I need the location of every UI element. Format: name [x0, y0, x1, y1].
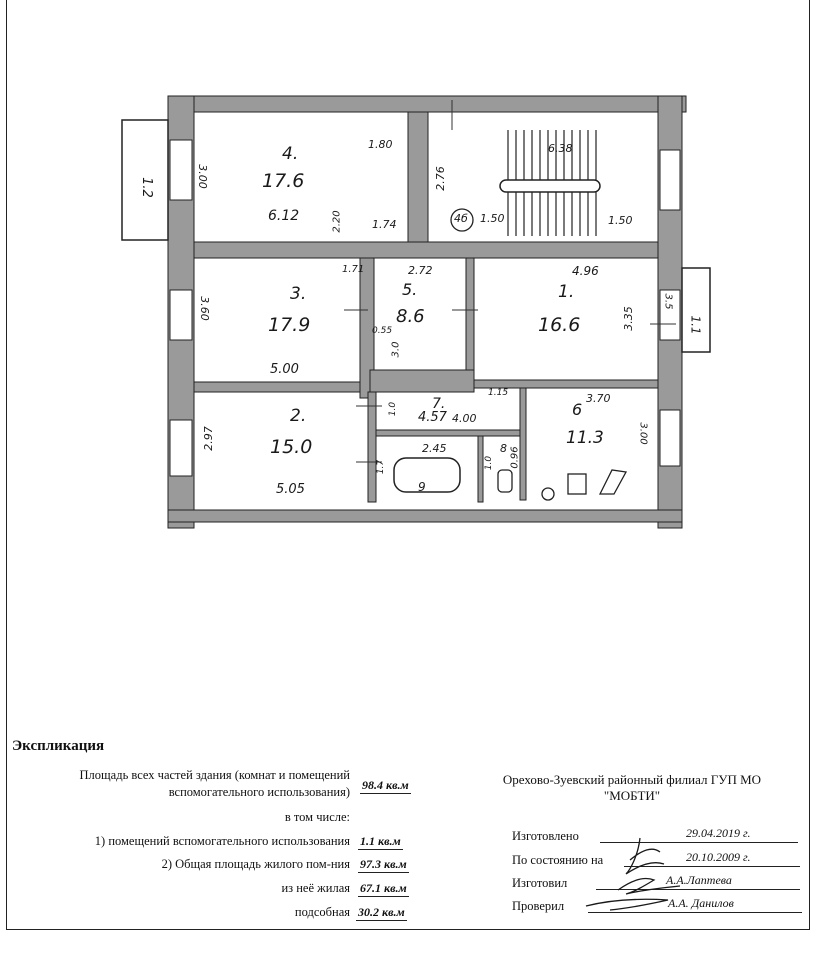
utility-area-value: 30.2 кв.м	[358, 905, 405, 919]
room-5-dim-door: 0.55	[372, 326, 393, 336]
state-label: По состоянию на	[512, 853, 604, 867]
room-8-dim-b: 1.0	[484, 455, 495, 471]
explication-title: Экспликация	[12, 738, 105, 754]
total-area-label-line1: Площадь всех частей здания (комнат и помещений	[79, 768, 350, 782]
signature	[580, 830, 690, 920]
room-8-number: 8	[500, 442, 507, 455]
room-5-dim-top: 2.72	[408, 264, 433, 277]
aux-area-label: 1) помещений вспомогательного использования	[94, 834, 350, 848]
checked-label: Проверил	[512, 899, 565, 913]
balcony-right-area: 1.1	[688, 315, 703, 335]
stair-dim-height: 2.76	[433, 166, 447, 191]
room-4-dim-height: 3.00	[195, 164, 209, 189]
room-4-number: 4.	[282, 144, 299, 164]
room-5-number: 5.	[402, 280, 418, 299]
room-1-dim-balcony: 3.5	[662, 293, 674, 310]
produced-label: Изготовил	[512, 876, 568, 890]
balcony-left-area: 1.2	[138, 177, 154, 198]
room-4-dim-c: 2.20	[331, 210, 343, 233]
frame-bottom	[6, 929, 810, 930]
room-7-dim-b: 4.00	[452, 412, 477, 425]
state-date: 20.10.2009 г.	[686, 850, 751, 864]
aux-area-value: 1.1 кв.м	[360, 834, 401, 848]
room-6-number: 6	[572, 400, 583, 419]
room-2-area: 15.0	[270, 436, 313, 458]
room-7-dim-a: 4.57	[418, 410, 447, 425]
room-2-dim-height: 2.97	[201, 426, 215, 451]
utility-area-label: подсобная	[294, 905, 350, 919]
checked-name: А.А. Данилов	[668, 896, 734, 910]
made-date: 29.04.2019 г.	[686, 826, 751, 840]
organization-name-line1: Орехово-Зуевский районный филиал ГУП МО	[502, 772, 762, 787]
room-1-number: 1.	[558, 282, 575, 302]
room-4-dim-width: 6.12	[268, 208, 300, 224]
room-9-dim-side: 1.7	[376, 459, 387, 475]
produced-name: А.А.Лаптева	[666, 873, 732, 887]
room-5-area: 8.6	[396, 306, 425, 327]
room-3-dim-width: 5.00	[270, 362, 299, 377]
room-1-dim-top: 4.96	[572, 264, 599, 278]
room-3-area: 17.9	[268, 314, 311, 336]
room-5-dim-side: 3.0	[390, 341, 402, 358]
stair-dim-left: 1.50	[480, 212, 505, 225]
organization-name-line2: "МОБТИ"	[603, 788, 661, 803]
room-9-dim-top: 2.45	[422, 442, 447, 455]
made-label: Изготовлено	[512, 829, 579, 843]
room-2-dim-width: 5.05	[276, 482, 305, 497]
room-7-dim-d: 1.15	[488, 388, 509, 398]
stair-number: 4б	[454, 212, 468, 225]
room-3-dim-height: 3.60	[197, 296, 211, 321]
room-2-number: 2.	[290, 406, 307, 426]
room-4-dim-b: 1.74	[372, 218, 397, 231]
stair-dim-right: 1.50	[608, 214, 633, 227]
room-8-dim-a: 0.96	[509, 446, 521, 469]
room-3-dim-a: 1.71	[342, 264, 365, 275]
room-6-dim-side: 3.00	[637, 422, 649, 445]
stair-dim-top: 6.38	[548, 142, 573, 155]
room-9-number: 9	[418, 480, 426, 494]
total-area-value: 98.4 кв.м	[362, 778, 409, 792]
living-area-label: из неё жилая	[281, 881, 350, 895]
total-area-label-line2: вспомогательного использования)	[168, 785, 350, 799]
room-6-area: 11.3	[566, 428, 604, 448]
living-total-value: 97.3 кв.м	[360, 857, 407, 871]
room-3-number: 3.	[290, 284, 307, 304]
living-total-label: 2) Общая площадь жилого пом-ния	[161, 857, 350, 871]
room-1-area: 16.6	[538, 314, 581, 336]
room-7-dim-c: 1.0	[388, 401, 399, 417]
room-4-dim-a: 1.80	[368, 138, 393, 151]
room-1-dim-side: 3.35	[621, 306, 635, 331]
room-7-number: 7.	[432, 396, 446, 412]
including-label: в том числе:	[284, 810, 350, 824]
living-area-value: 67.1 кв.м	[360, 881, 407, 895]
room-4-area: 17.6	[262, 170, 305, 192]
room-6-dim-top: 3.70	[586, 392, 611, 405]
organization-name	[482, 772, 782, 804]
